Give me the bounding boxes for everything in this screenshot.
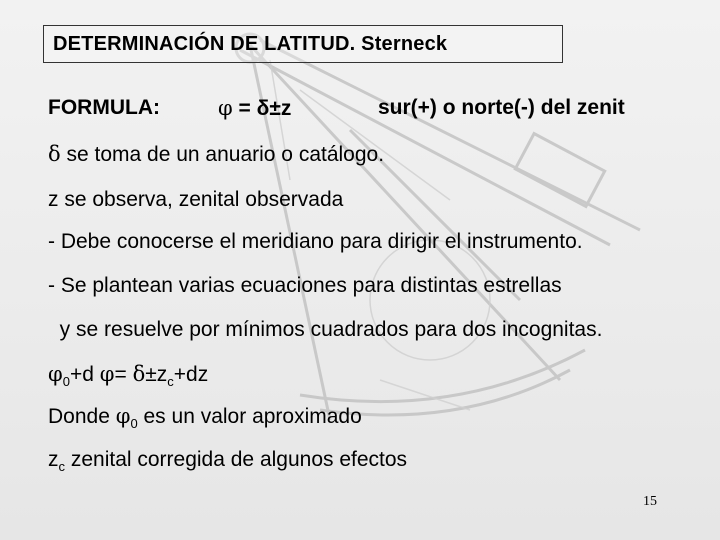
delta-text: se toma de un anuario o catálogo. xyxy=(60,143,385,166)
page-number: 15 xyxy=(643,494,657,509)
phi-symbol-2: φ xyxy=(99,362,115,386)
phi-symbol: φ xyxy=(218,96,233,120)
donde-post: es un valor aproximado xyxy=(137,405,362,428)
subscript-c: c xyxy=(58,459,65,474)
least-squares-line: y se resuelve por mínimos cuadrados para dos incognitas. xyxy=(48,318,603,341)
formula-expr-text: = δ±z xyxy=(232,97,292,120)
title-box xyxy=(43,25,563,63)
donde-pre: Donde xyxy=(48,405,116,428)
delta-symbol: δ xyxy=(48,142,61,166)
meridian-line: - Debe conocerse el meridiano para dirigir el instrumento. xyxy=(48,230,583,253)
formula-note: sur(+) o norte(-) del zenit xyxy=(378,96,625,119)
phi-symbol: φ xyxy=(48,362,63,386)
equations-line: - Se plantean varias ecuaciones para distintas estrellas xyxy=(48,274,562,297)
formula-expression xyxy=(218,96,291,121)
zc-text: zenital corregida de algunos efectos xyxy=(65,448,408,471)
eq-part2: = xyxy=(114,363,133,386)
eq-part3: ±z xyxy=(145,363,168,386)
subscript-0: 0 xyxy=(62,374,70,389)
z-letter: z xyxy=(48,448,59,471)
delta-symbol: δ xyxy=(132,362,146,386)
delta-line xyxy=(48,142,384,167)
eq-part1: +d xyxy=(69,363,100,386)
slide-title: DETERMINACIÓN DE LATITUD. Sterneck xyxy=(53,33,448,55)
subscript-c: c xyxy=(167,374,174,389)
phi-symbol: φ xyxy=(115,404,131,428)
z-line: z se observa, zenital observada xyxy=(48,188,344,211)
donde-line xyxy=(48,404,362,429)
eq-part4: +dz xyxy=(173,363,209,386)
zc-line xyxy=(48,448,407,472)
formula-row xyxy=(48,96,625,120)
subscript-0: 0 xyxy=(130,416,138,431)
equation-line xyxy=(48,362,208,387)
formula-label: FORMULA: xyxy=(48,96,160,119)
